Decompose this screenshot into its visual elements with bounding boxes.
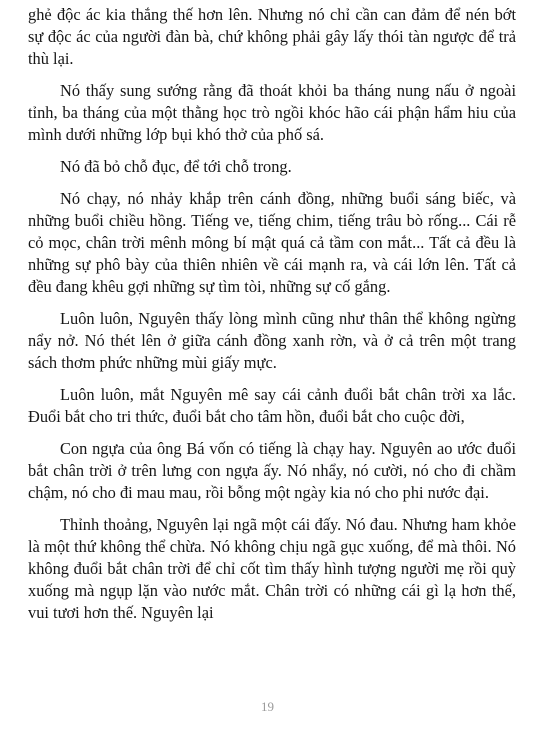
- paragraph: Nó chạy, nó nhảy khắp trên cánh đồng, những buổi sáng biếc, và những buổi chiều hồng. Tiếng ve, tiếng chim, tiếng trâu bò rống... Cái rễ cỏ mọc, chân trời mênh mông bí mật quá cả tầm con mắt... Tất cả đều là những sự phô bày của thiên nhiên về cái mạnh ra, và cái lớn lên. Tất cả đều đang khêu gợi những sự tìm tòi, những sự cố gắng.: [28, 189, 516, 296]
- paragraph: Nó thấy sung sướng rằng đã thoát khỏi ba tháng nung nấu ở ngoài tỉnh, ba tháng của một thằng học trò ngồi khóc hão cái phận hẩm hiu của mình dưới những lớp bụi khó thở của phố sá.: [28, 81, 516, 144]
- paragraph: Nó đã bỏ chỗ đục, để tới chỗ trong.: [60, 157, 292, 176]
- paragraph-continuation: ghẻ độc ác kia thắng thế hơn lên. Nhưng nó chỉ cần can đảm để nén bớt sự độc ác của người đàn bà, chứ không phải gây lấy thói tàn ngược để trả thù lại.: [28, 5, 516, 68]
- paragraph: Luôn luôn, Nguyên thấy lòng mình cũng như thân thể không ngừng nẩy nở. Nó thét lên ở giữa cánh đồng xanh rờn, và ở cả trên một trang sách thơm phức những mùi giấy mực.: [28, 309, 516, 372]
- page-number: 19: [261, 699, 274, 714]
- paragraph: Con ngựa của ông Bá vốn có tiếng là chạy hay. Nguyên ao ước đuổi bắt chân trời ở trên lưng con ngựa ấy. Nó nhẩy, nó cười, nó cho đi chầm chậm, nó cho đi mau mau, rồi bỗng một ngày kia nó cho phi nước đại.: [28, 439, 516, 502]
- page-body: [28, 4, 516, 634]
- paragraph: Luôn luôn, mắt Nguyên mê say cái cảnh đuổi bắt chân trời xa lắc. Đuổi bắt cho tri thức, đuổi bắt cho tâm hồn, đuổi bắt cho cuộc đời,: [28, 385, 516, 426]
- paragraph: Thỉnh thoảng, Nguyên lại ngã một cái đấy. Nó đau. Nhưng ham khỏe là một thứ không thể chừa. Nó không chịu ngã gục xuống, để mà thôi. Nó không đuổi bắt chân trời để chỉ cốt tìm thấy hình tượng người mẹ rồi quỳ xuống mà ngụp lặn vào nước mắt. Chân trời có những cái gì lạ hơn thế, vui tươi hơn thế. Nguyên lại: [28, 515, 516, 622]
